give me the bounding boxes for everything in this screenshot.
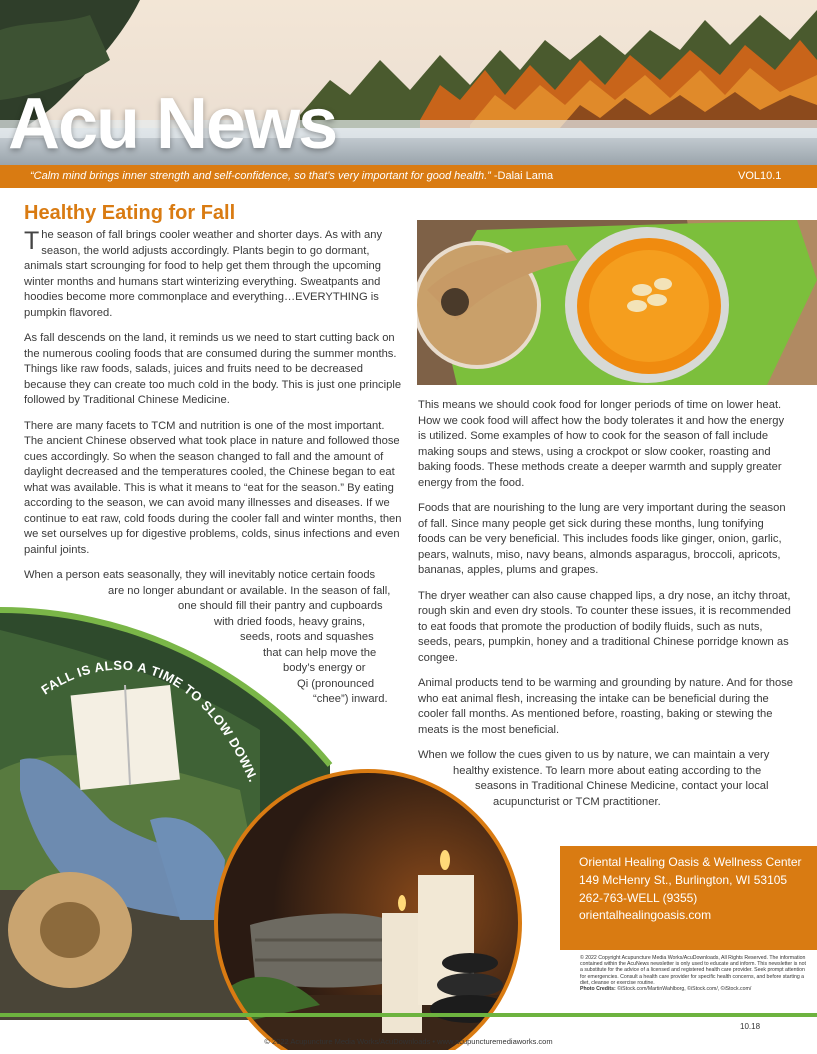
paragraph: There are many facets to TCM and nutrition is one of the most important. The ancient Chinese observed what took place in nature and followed those cues accordingly. So when the season changed to fall and the amount of daylight decreased and the temperatures cooled, the Chinese began to eat what was available. This is what it means to “eat for the season.” By eating according to the season, we can avoid many illnesses and diseases. If we continue to eat raw, cold foods during the cooler fall and winter months, then we set ourselves up for digestive problems, colds, sinus infections and even painful joints. <box>24 419 402 556</box>
wrapped-line: seeds, roots and squashes <box>240 631 374 643</box>
contact-box <box>560 846 817 950</box>
wrapped-line: seasons in Traditional Chinese Medicine, contact your local <box>475 780 769 792</box>
wrapped-line: with dried foods, heavy grains, <box>214 615 366 628</box>
wrapped-line: body’s energy or <box>283 662 366 674</box>
wrapped-line: Qi (pronounced <box>297 677 375 690</box>
wrapped-line: When a person eats seasonally, they will inevitably notice certain foods <box>24 569 376 581</box>
pumpkin-soup-image <box>417 220 817 385</box>
paragraph-intro <box>24 228 404 321</box>
wrapped-line: “chee”) inward. <box>313 693 388 705</box>
photo-credits <box>580 986 810 992</box>
quote-bar <box>0 165 817 188</box>
volume-label: VOL10.1 <box>738 170 782 182</box>
copyright-text: © 2022 Copyright Acupuncture Media Works/AcuDownloads, All Rights Reserved. The information contained within the AcuNews newsletter is only used to educate and inform. This newsletter is not a substitute for the advice of a licensed and registered health care provider. Seek prompt attention for emergencies. Consult a health care provider for specific health concerns, and before starting a diet, cleanse or exercise routine. <box>580 955 806 986</box>
paragraph: This means we should cook food for longer periods of time on lower heat. How we cook food will affect how the body tolerates it and how the energy is utilized. Some examples of how to cook for the season of fall include making soups and stews, using a crockpot or slow cooker, roasting and baking foods. These methods create a deeper warmth and supply greater energy from the food. <box>418 399 785 489</box>
paragraph: The dryer weather can also cause chapped lips, a dry nose, an itchy throat, rough skin and even dry stools. To counter these issues, it is recommended to eat foods that promote the production of bodily fluids, such as nuts, seeds, pears, pumpkin, honey and a traditional Chinese porridge known as congee. <box>418 589 791 664</box>
wrapped-line: acupuncturist or TCM practitioner. <box>493 795 661 808</box>
wrapped-line: that can help move the <box>263 646 377 659</box>
quote-author: -Dalai Lama <box>493 170 554 182</box>
header-quote <box>30 170 553 182</box>
paragraph: Foods that are nourishing to the lung are very important during the season of fall. Since many people get sick during these months, lung tonifying foods can be very beneficial. This includes foods like ginger, onion, garlic, pears, walnuts, miso, navy beans, almonds asparagus, broccoli, apricots, bananas, apples, plums and grapes. <box>418 502 786 576</box>
wrapped-line: healthy existence. To learn more about eating according to the <box>453 764 762 777</box>
paragraph: As fall descends on the land, it reminds us we need to start cutting back on the numerous cooling foods that are consumed during the summer months. Things like raw foods, salads, juices and fruits need to be decreased because they can create too much cold in the body. This is just one principle followed by Traditional Chinese Medicine. <box>24 332 402 406</box>
clinic-website[interactable]: orientalhealingoasis.com <box>579 908 712 922</box>
credits-text: ©iStock.com/MartinWahlborg, ©iStock.com/, ©iStock.com/ <box>617 986 752 993</box>
clinic-phone[interactable]: 262-763-WELL (9355) <box>579 891 698 905</box>
clinic-address: 149 McHenry St., Burlington, WI 53105 <box>579 873 788 887</box>
wrapped-line: When we follow the cues given to us by nature, we can maintain a very <box>418 749 770 761</box>
page-footer: © 2022 Acupuncture Media Works/AcuDownloads • www.acupuncturemediaworks.com <box>264 1037 553 1046</box>
spa-candles-image <box>210 765 526 1050</box>
article-title: Healthy Eating for Fall <box>24 202 236 224</box>
footer-divider <box>0 1013 817 1017</box>
wrapped-line: one should fill their pantry and cupboards <box>178 600 383 612</box>
arc-caption-text: FALL IS ALSO A TIME TO SLOW DOWN. <box>38 657 262 785</box>
wrapped-line: are no longer abundant or available. In the season of fall, <box>108 584 391 597</box>
legal-notice <box>580 955 810 992</box>
issue-number: 10.18 <box>740 1022 761 1031</box>
clinic-name: Oriental Healing Oasis & Wellness Center <box>579 855 802 869</box>
quote-text: “Calm mind brings inner strength and self-confidence, so that’s very important for good health.” <box>30 170 491 182</box>
intro-text: he season of fall brings cooler weather and shorter days. As with any season, the world adjusts accordingly. Plants begin to go dormant, animals start scrounging for food to help get them through the upcoming winter months and humans start winterizing everything. Sweatpants and hoodies become more commonplace and everything…EVERYTHING is pumpkin flavored. <box>24 229 383 319</box>
article-column-right <box>418 398 794 810</box>
masthead-title: Acu News <box>8 84 337 164</box>
drop-cap: T <box>24 227 40 255</box>
credits-label: Photo Credits: <box>580 986 616 993</box>
paragraph: Animal products tend to be warming and grounding by nature. And for those who eat animal flesh, increasing the intake can be beneficial during the cooler fall months. As mentioned before, roasting, baking or stewing the meats is the most beneficial. <box>418 677 794 736</box>
